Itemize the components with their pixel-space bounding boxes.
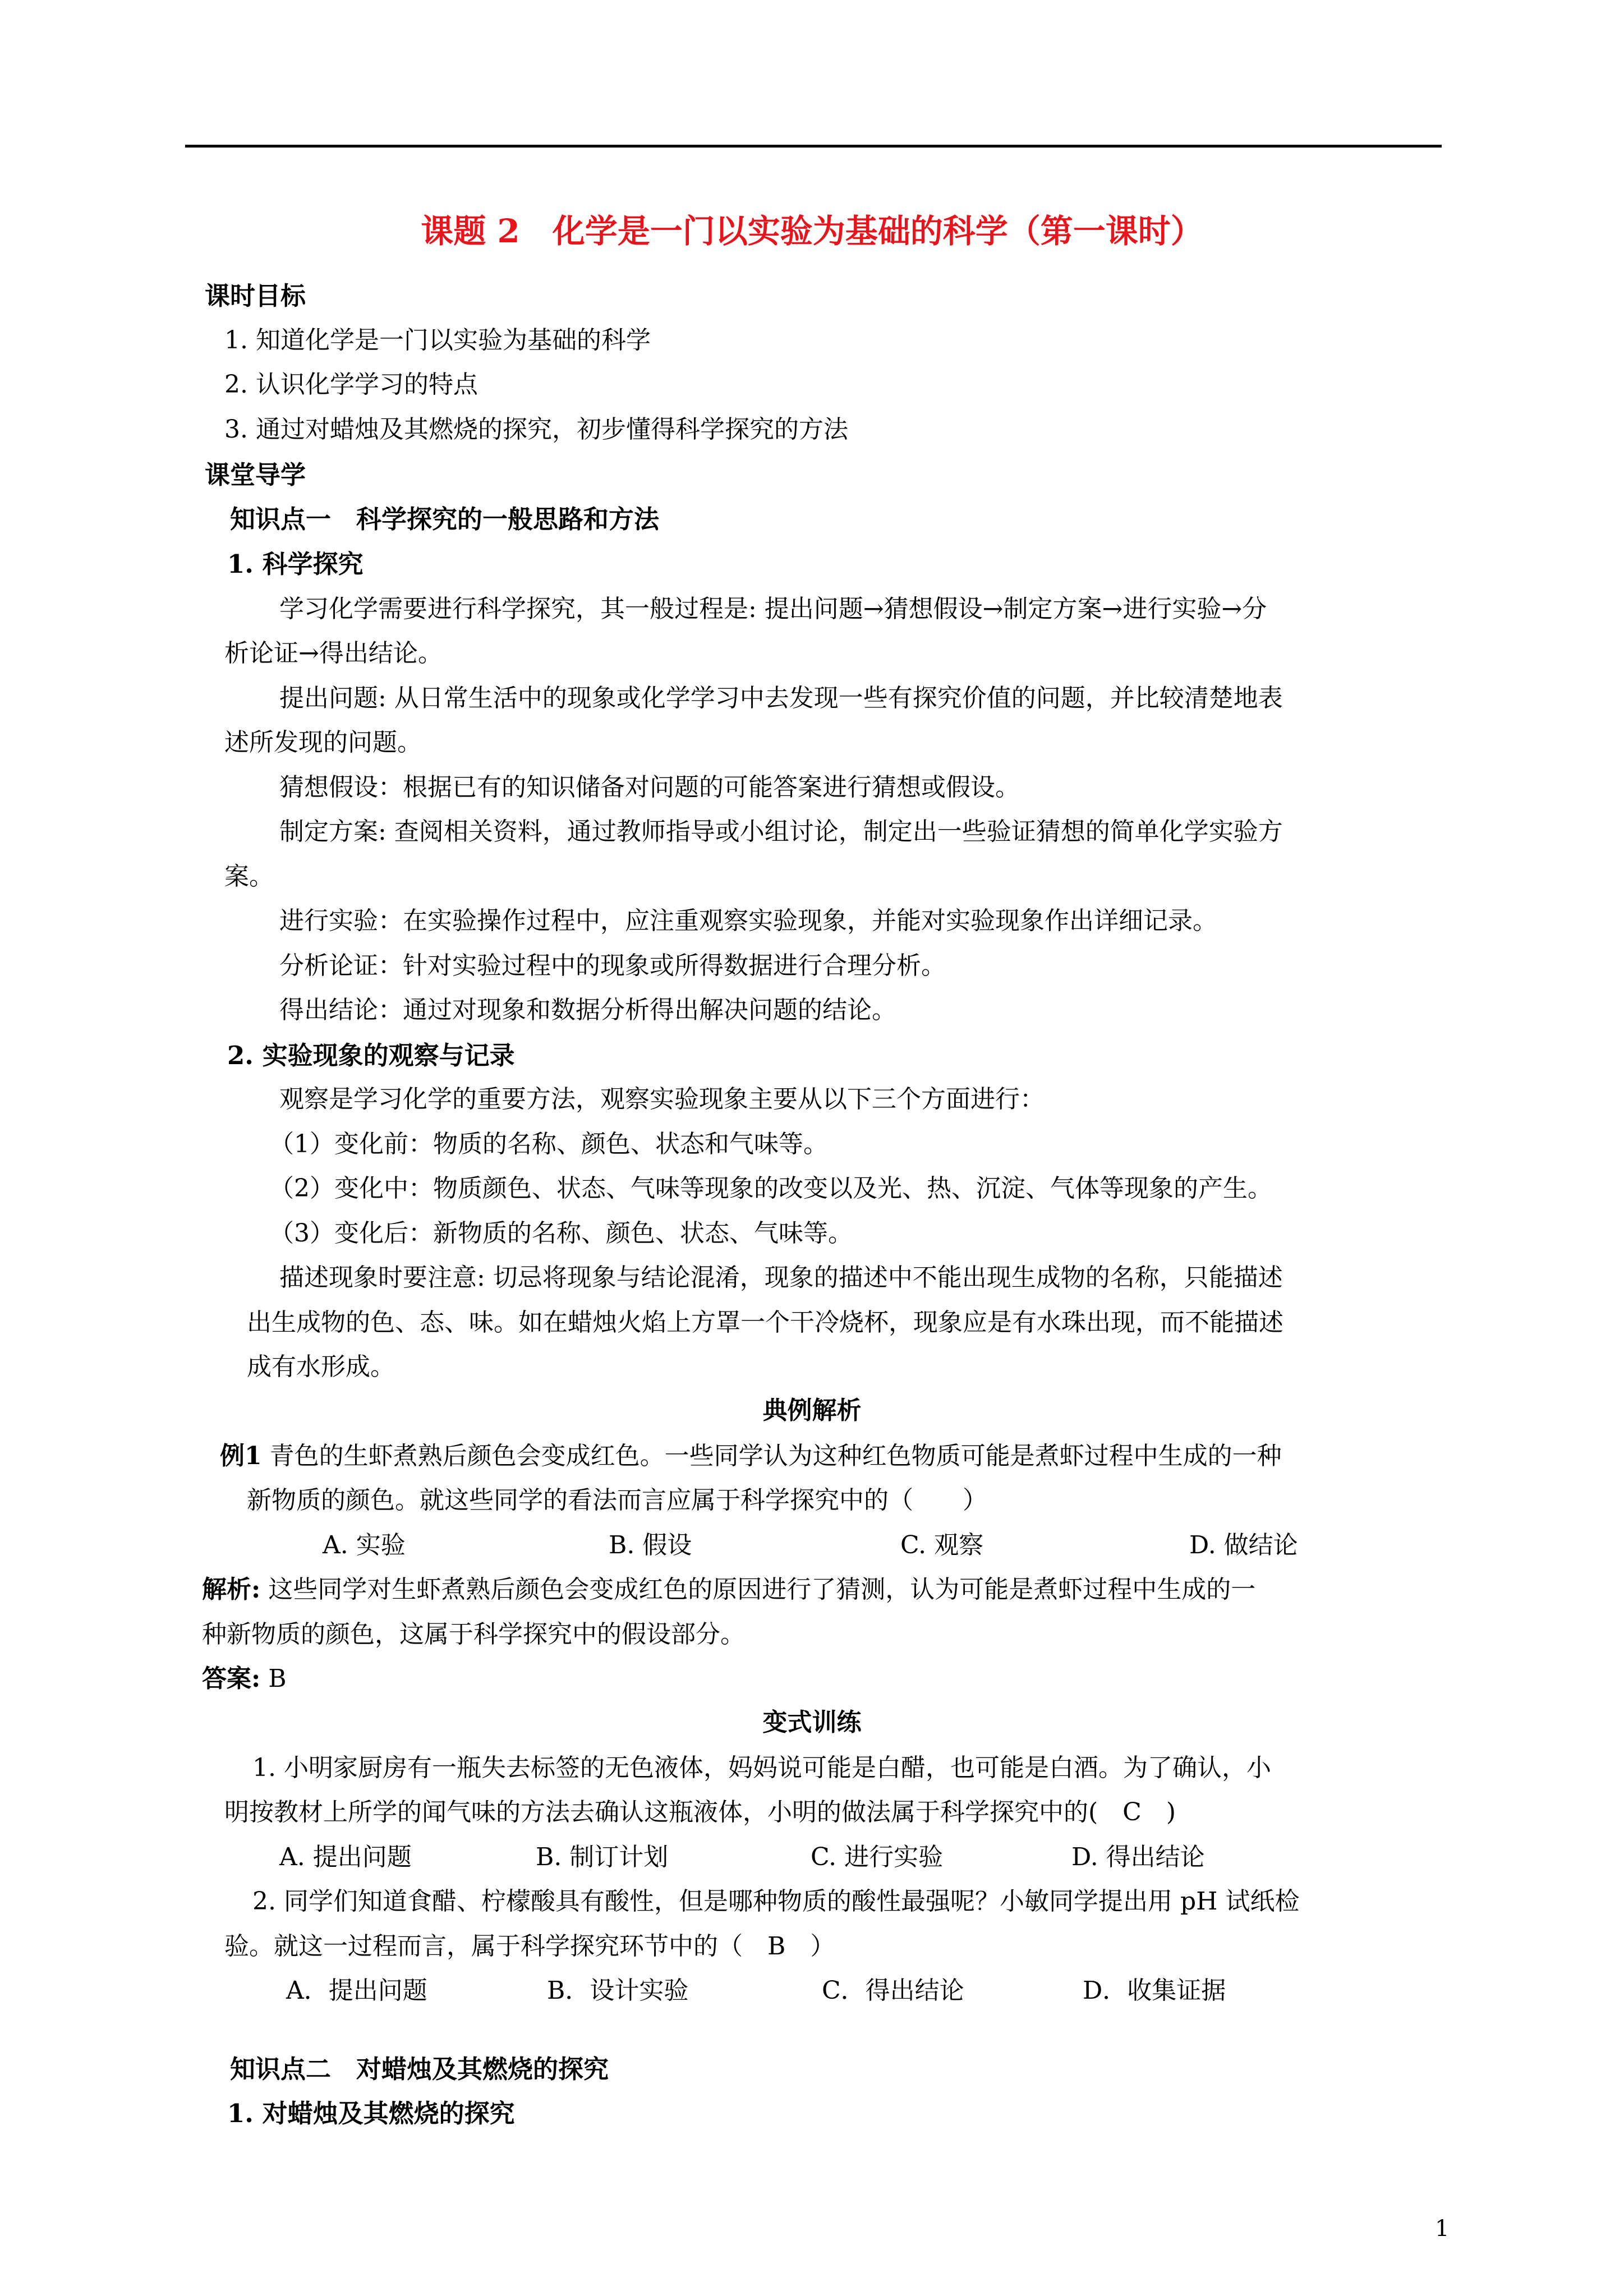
kp1-text: 述所发现的问题。 [224, 728, 422, 757]
kp2-sub1: 1. 对蜡烛及其燃烧的探究 [227, 2099, 515, 2128]
page-title: 课题 2 化学是一门以实验为基础的科学（第一课时） [421, 212, 1203, 250]
q2-option-b: B．设计实验 [547, 1976, 689, 2005]
kp1-text: （2）变化中：物质颜色、状态、气味等现象的改变以及光、热、沉淀、气体等现象的产生。 [269, 1174, 1272, 1203]
kp1-text: 描述现象时要注意: 切忌将现象与结论混淆，现象的描述中不能出现生成物的名称，只能描述 [279, 1263, 1283, 1292]
example-option-d: D. 做结论 [1189, 1531, 1298, 1559]
kp1-text: 出生成物的色、态、味。如在蜡烛火焰上方罩一个干冷烧杯，现象应是有水珠出现，而不能描述 [247, 1308, 1283, 1337]
q1-option-b: B. 制订计划 [536, 1843, 669, 1871]
example-option-c: C. 观察 [900, 1531, 984, 1559]
practice-q2: 验。就这一过程而言，属于科学探究环节中的（ B ） [224, 1932, 835, 1961]
kp1-sub2: 2. 实验现象的观察与记录 [227, 1041, 515, 1070]
practice-q1: 明按教材上所学的闻气味的方法去确认这瓶液体，小明的做法属于科学探究中的( C ) [224, 1798, 1176, 1826]
example-option-a: A. 实验 [323, 1531, 406, 1559]
kp1-heading: 知识点一 科学探究的一般思路和方法 [230, 504, 660, 534]
kp1-text: 提出问题: 从日常生活中的现象或化学学习中去发现一些有探究价值的问题，并比较清楚地表 [279, 684, 1283, 712]
kp1-text: 分析论证：针对实验过程中的现象或所得数据进行合理分析。 [279, 951, 946, 980]
kp1-text: 进行实验：在实验操作过程中，应注重观察实验现象，并能对实验现象作出详细记录。 [279, 907, 1217, 935]
analysis-text: 种新物质的颜色，这属于科学探究中的假设部分。 [202, 1620, 745, 1649]
kp1-text: 析论证→得出结论。 [224, 639, 443, 668]
kp1-sub1: 1. 科学探究 [227, 549, 364, 579]
objective-item: 3. 通过对蜡烛及其燃烧的探究，初步懂得科学探究的方法 [224, 415, 848, 444]
header-rule [185, 145, 1442, 148]
objective-item: 1. 知道化学是一门以实验为基础的科学 [224, 326, 651, 355]
kp1-text: 制定方案: 查阅相关资料，通过教师指导或小组讨论，制定出一些验证猜想的简单化学实验方 [279, 817, 1283, 846]
example-text: 新物质的颜色。就这些同学的看法而言应属于科学探究中的（ ） [247, 1486, 987, 1515]
kp1-text: 猜想假设：根据已有的知识储备对问题的可能答案进行猜想或假设。 [279, 773, 1020, 802]
q2-option-d: D．收集证据 [1083, 1976, 1226, 2005]
page-number: 1 [1435, 2216, 1450, 2242]
kp1-text: （1）变化前：物质的名称、颜色、状态和气味等。 [269, 1130, 828, 1158]
objective-item: 2. 认识化学学习的特点 [224, 370, 478, 399]
analysis-label: 解析: [202, 1575, 261, 1604]
objectives-heading: 课时目标 [205, 281, 306, 311]
q1-option-c: C. 进行实验 [811, 1843, 944, 1871]
example-question [220, 1444, 1282, 1469]
practice-q2: 2. 同学们知道食醋、柠檬酸具有酸性，但是哪种物质的酸性最强呢？小敏同学提出用 pH 试纸检 [252, 1887, 1300, 1916]
q1-option-a: A. 提出问题 [279, 1843, 412, 1871]
q1-option-d: D. 得出结论 [1071, 1843, 1205, 1871]
kp1-text: 得出结论：通过对现象和数据分析得出解决问题的结论。 [279, 996, 896, 1024]
kp1-text: 观察是学习化学的重要方法，观察实验现象主要从以下三个方面进行： [279, 1085, 1045, 1114]
practice-q1: 1. 小明家厨房有一瓶失去标签的无色液体，妈妈说可能是白醋，也可能是白酒。为了确认，小 [252, 1754, 1271, 1782]
answer-value: B [260, 1664, 287, 1693]
example-heading: 典例解析 [762, 1396, 862, 1425]
example-option-b: B. 假设 [609, 1531, 692, 1559]
guide-heading: 课堂导学 [205, 460, 306, 490]
kp1-text: 学习化学需要进行科学探究，其一般过程是: 提出问题→猜想假设→制定方案→进行实验→分 [279, 595, 1267, 623]
q2-option-a: A．提出问题 [286, 1976, 427, 2005]
kp1-text: 案。 [224, 862, 274, 891]
example-label: 例1 [220, 1442, 262, 1470]
answer [202, 1664, 287, 1693]
practice-heading: 变式训练 [762, 1708, 862, 1737]
answer-label: 答案: [202, 1664, 261, 1693]
analysis [202, 1577, 1255, 1602]
kp2-heading: 知识点二 对蜡烛及其燃烧的探究 [230, 2054, 609, 2084]
kp1-text: （3）变化后：新物质的名称、颜色、状态、气味等。 [269, 1219, 853, 1248]
kp1-text: 成有水形成。 [247, 1352, 395, 1381]
q2-option-c: C．得出结论 [822, 1976, 964, 2005]
example-text: 青色的生虾煮熟后颜色会变成红色。一些同学认为这种红色物质可能是煮虾过程中生成的一种 [261, 1442, 1282, 1470]
analysis-text: 这些同学对生虾煮熟后颜色会变成红色的原因进行了猜测，认为可能是煮虾过程中生成的一 [260, 1575, 1256, 1604]
